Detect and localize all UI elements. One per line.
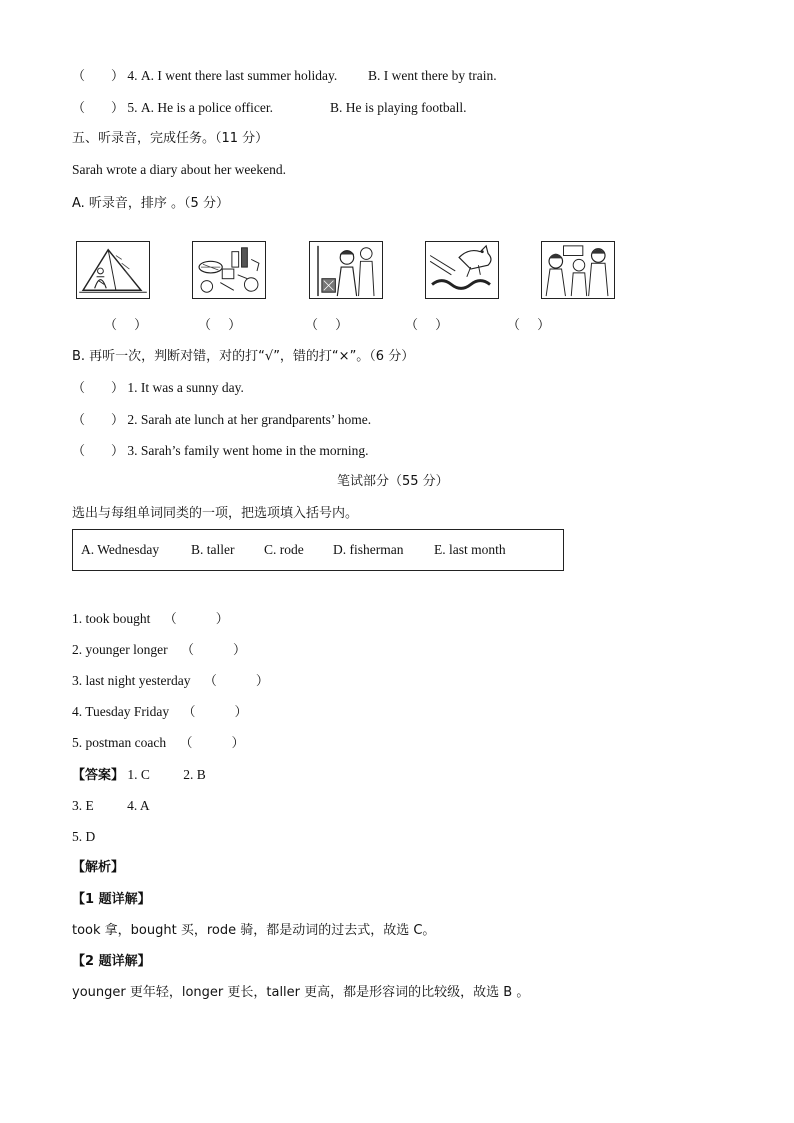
detail-2-title: 【2 题详解】 <box>72 954 151 969</box>
listening-question-4 <box>72 67 337 86</box>
order-blank-3[interactable]: （ ） <box>305 318 349 333</box>
option-a: A. He is a police officer. <box>140 100 273 115</box>
question-words: 4. Tuesday Friday <box>72 704 170 719</box>
answer-paren[interactable]: （ ） <box>203 674 269 689</box>
answer-row-1 <box>72 766 206 785</box>
option-b: B. taller <box>191 542 235 557</box>
question-words: 2. younger longer <box>72 642 168 657</box>
question-3 <box>72 672 269 691</box>
cat-snake-picture <box>425 241 499 299</box>
answer-paren[interactable]: （ ） <box>163 612 229 627</box>
family-picture <box>541 241 615 299</box>
question-words: 3. last night yesterday <box>72 673 191 688</box>
detail-2-text: younger 更年轻，longer 更长，taller 更高，都是形容词的比较级，故选 B 。 <box>72 985 530 1000</box>
answer-row-2 <box>72 797 150 815</box>
order-blank-4[interactable]: （ ） <box>405 318 449 333</box>
option-b: B. I went there by train. <box>368 68 497 83</box>
answer-value: 2. B <box>183 767 206 782</box>
part-a-heading: A. 听录音，排序 。（5 分） <box>72 196 229 211</box>
option-a: A. I went there last summer holiday. <box>140 68 338 83</box>
section-heading: 五、听录音，完成任务。（11 分） <box>72 131 269 146</box>
question-1 <box>72 610 229 629</box>
question-4 <box>72 703 248 722</box>
judgement-text: 2. Sarah ate lunch at her grandparents’ home. <box>127 412 372 427</box>
judgement-text: 1. It was a sunny day. <box>127 380 244 395</box>
order-blank-2[interactable]: （ ） <box>198 318 242 333</box>
word-options-box <box>72 529 564 571</box>
listening-question-5-option-b <box>330 99 466 117</box>
judgement-item-3 <box>72 442 368 461</box>
answer-value: 3. E <box>72 798 94 813</box>
answer-value: 4. A <box>127 798 150 813</box>
option-a: A. Wednesday <box>81 542 160 557</box>
answer-label: 【答案】 <box>72 768 125 783</box>
detail-1-text: took 拿，bought 买，rode 骑，都是动词的过去式，故选 C。 <box>72 923 436 938</box>
grandparents-picture <box>309 241 383 299</box>
judgement-item-1 <box>72 379 244 398</box>
option-b: B. He is playing football. <box>330 100 467 115</box>
option-c: C. rode <box>264 542 304 557</box>
tent-picture <box>76 241 150 299</box>
picnic-food-picture <box>192 241 266 299</box>
judgement-text: 3. Sarah’s family went home in the morning. <box>127 443 369 458</box>
question-number: 5. <box>127 100 138 115</box>
section-intro: Sarah wrote a diary about her weekend. <box>72 162 287 177</box>
option-e: E. last month <box>434 542 506 557</box>
answer-paren: （ ） <box>72 101 125 116</box>
analysis-label: 【解析】 <box>72 860 125 875</box>
written-instruction: 选出与每组单词同类的一项，把选项填入括号内。 <box>72 506 359 521</box>
question-words: 1. took bought <box>72 611 151 626</box>
question-number: 4. <box>127 68 138 83</box>
answer-paren: （ ） <box>72 69 125 84</box>
detail-1-title: 【1 题详解】 <box>72 892 151 907</box>
order-blank-1[interactable]: （ ） <box>104 318 148 333</box>
written-part-title: 笔试部分（55 分） <box>337 474 449 489</box>
question-5 <box>72 734 245 753</box>
order-blank-5[interactable]: （ ） <box>507 318 551 333</box>
question-words: 5. postman coach <box>72 735 167 750</box>
option-d: D. fisherman <box>333 542 404 557</box>
listening-question-5 <box>72 99 273 118</box>
listening-question-4-option-b <box>368 67 497 85</box>
answer-paren[interactable]: （ ） <box>179 736 245 751</box>
answer-paren[interactable]: （ ） <box>72 413 125 428</box>
answer-value: 5. D <box>72 829 96 844</box>
answer-paren[interactable]: （ ） <box>72 381 125 396</box>
judgement-item-2 <box>72 411 371 430</box>
answer-row-3 <box>72 828 95 846</box>
answer-paren[interactable]: （ ） <box>180 643 246 658</box>
part-b-heading: B. 再听一次，判断对错，对的打“√”，错的打“×”。（6 分） <box>72 349 415 364</box>
question-2 <box>72 641 246 660</box>
answer-value: 1. C <box>127 767 150 782</box>
answer-paren[interactable]: （ ） <box>72 444 125 459</box>
answer-paren[interactable]: （ ） <box>182 705 248 720</box>
